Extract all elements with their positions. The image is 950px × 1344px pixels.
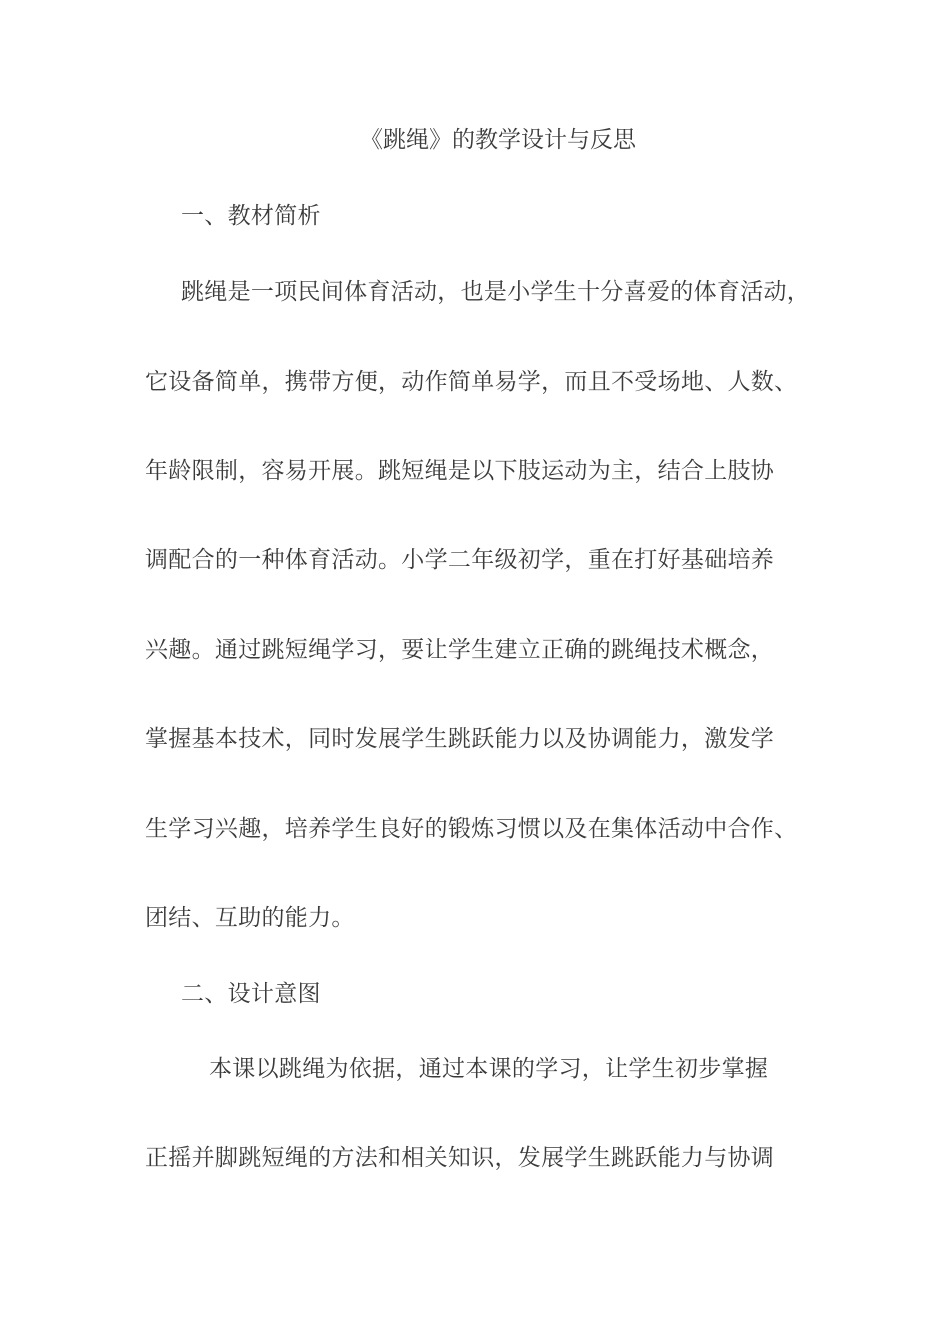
paragraph-line: 掌握基本技术，同时发展学生跳跃能力以及协调能力，激发学 [145,726,775,752]
paragraph-line: 生学习兴趣，培养学生良好的锻炼习惯以及在集体活动中合作、 [145,816,798,842]
section-heading-1: 一、教材简析 [181,203,321,229]
paragraph-line: 兴趣。通过跳短绳学习，要让学生建立正确的跳绳技术概念， [145,637,775,663]
section-heading-2: 二、设计意图 [181,981,321,1007]
paragraph-line: 正摇并脚跳短绳的方法和相关知识，发展学生跳跃能力与协调 [145,1145,775,1171]
paragraph-line: 年龄限制，容易开展。跳短绳是以下肢运动为主，结合上肢协 [145,458,775,484]
paragraph-line: 它设备简单，携带方便，动作简单易学，而且不受场地、人数、 [145,369,798,395]
paragraph-line: 本课以跳绳为依据，通过本课的学习，让学生初步掌握 [209,1056,769,1082]
paragraph-line: 团结、互助的能力。 [145,905,355,931]
paragraph-line: 调配合的一种体育活动。小学二年级初学，重在打好基础培养 [145,547,775,573]
document-title: 《跳绳》的教学设计与反思 [360,127,636,153]
paragraph-line: 跳绳是一项民间体育活动，也是小学生十分喜爱的体育活动， [181,279,811,305]
